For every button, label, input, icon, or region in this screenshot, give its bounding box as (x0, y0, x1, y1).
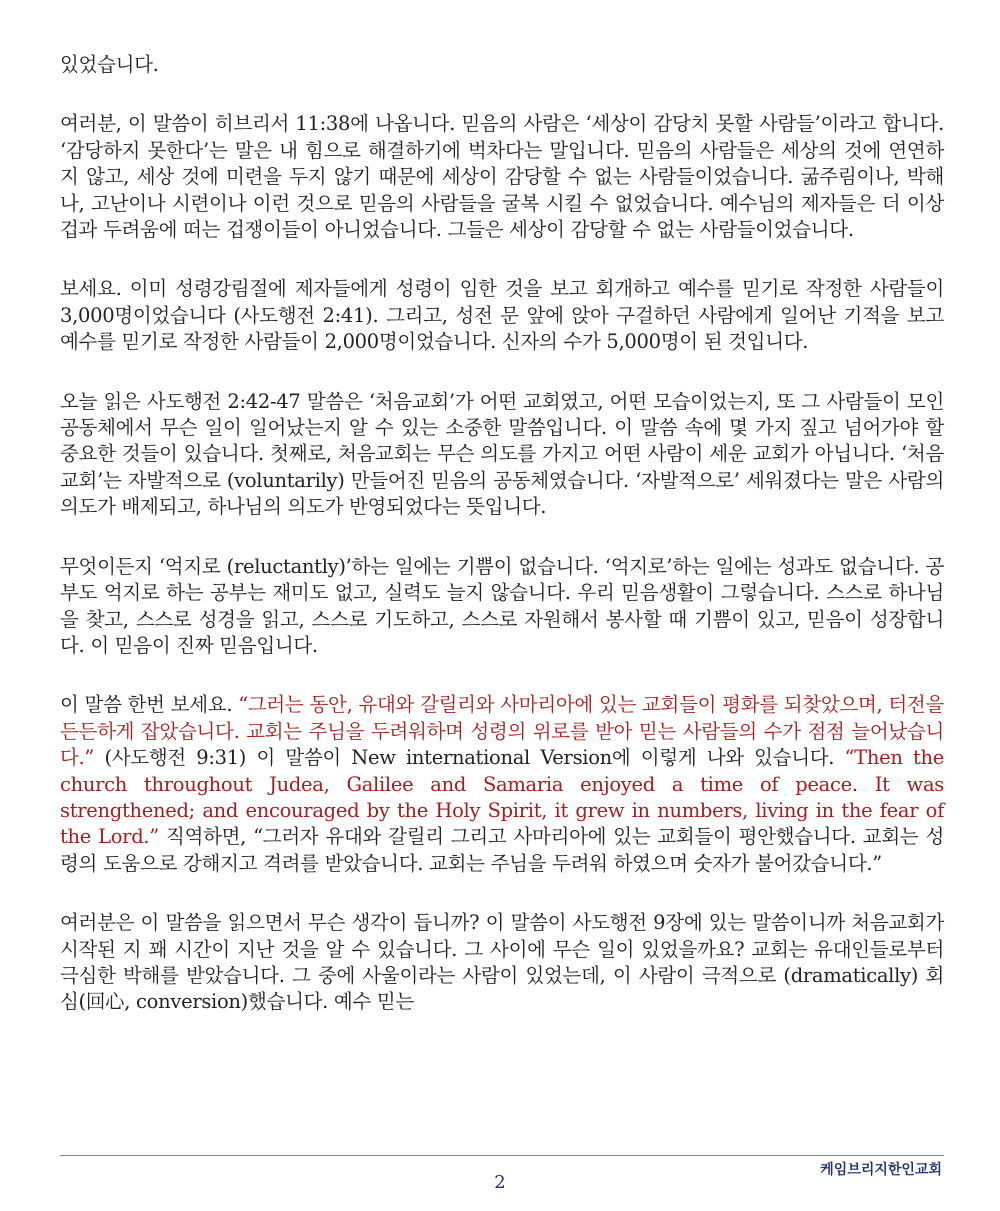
text-run: 여러분은 이 말씀을 읽으면서 무슨 생각이 듭니까? 이 말씀이 사도행전 9장에 있는 말씀이니까 처음교회가 시작된 지 꽤 시간이 지난 것을 알 수 있습니다. 그 사이에 무슨 일이 있었을까요? 교회는 유대인들로부터 극심한 박해를 받았습니다. 그 중에 사울이라는 사람이 있었는데, 이 사람이 극적으로 (dramatically) 회심(回心, conversion)했습니다. 예수 믿는 (60, 911, 944, 1014)
text-run: 오늘 읽은 사도행전 2:42-47 말씀은 ‘처음교회’가 어떤 교회였고, 어떤 모습이었는지, 또 그 사람들이 모인 공동체에서 무슨 일이 일어났는지 알 수 있는 소중한 말씀입니다. 이 말씀 속에 몇 가지 짚고 넘어가야 할 중요한 것들이 있습니다. 첫째로, 처음교회는 무슨 의도를 가지고 어떤 사람이 세운 교회가 아닙니다. ‘처음교회’는 자발적으로 (voluntarily) 만들어진 믿음의 공동체였습니다. ‘자발적으로’ 세워졌다는 말은 사람의 의도가 배제되고, 하나님의 의도가 반영되었다는 뜻입니다. (60, 389, 944, 519)
paragraph (60, 389, 944, 521)
paragraph (60, 692, 944, 877)
paragraph (60, 910, 944, 1016)
text-run: 무엇이든지 ‘억지로 (reluctantly)’하는 일에는 기쁨이 없습니다. ‘억지로’하는 일에는 성과도 없습니다. 공부도 억지로 하는 공부는 재미도 없고, 실력도 늘지 않습니다. 우리 믿음생활이 그렇습니다. 스스로 하나님을 찾고, 스스로 성경을 읽고, 스스로 기도하고, 스스로 자원해서 봉사할 때 기쁨이 있고, 믿음이 성장합니다. 이 믿음이 진짜 믿음입니다. (60, 554, 944, 657)
text-run: 보세요. 이미 성령강림절에 제자들에게 성령이 임한 것을 보고 회개하고 예수를 믿기로 작정한 사람들이 3,000명이었습니다 (사도행전 2:41). 그리고, 성전 문 앞에 앉아 구걸하던 사람에게 일어난 기적을 보고 예수를 믿기로 작정한 사람들이 2,000명이었습니다. 신자의 수가 5,000명이 된 것입니다. (60, 277, 944, 354)
paragraph (60, 52, 944, 78)
text-run: 이 말씀 한번 보세요. (60, 693, 239, 717)
paragraph (60, 111, 944, 243)
scripture-quote-korean: “그러는 동안, 유대와 갈릴리와 사마리아에 있는 교회들이 평화를 되찾았으며, 터전을 든든하게 잡았습니다. 교회는 주님을 두려워하며 성령의 위로를 받아 믿는 사람들의 수가 점점 늘어났습니다.” (60, 693, 944, 770)
paragraph (60, 554, 944, 660)
footer-rule (60, 1155, 944, 1156)
document-body (60, 52, 944, 1049)
text-run: 여러분, 이 말씀이 히브리서 11:38에 나옵니다. 믿음의 사람은 ‘세상이 감당치 못할 사람들’이라고 합니다. ‘감당하지 못한다’는 말은 내 힘으로 해결하기에 벅차다는 말입니다. 믿음의 사람들은 세상의 것에 연연하지 않고, 세상 것에 미련을 두지 않기 때문에 세상이 감당할 수 없는 사람들이었습니다. 굶주림이나, 박해나, 고난이나 시련이나 이런 것으로 믿음의 사람들을 굴복 시킬 수 없었습니다. 예수님의 제자들은 더 이상 겁과 두려움에 떠는 겁쟁이들이 아니었습니다. 그들은 세상이 감당할 수 없는 사람들이었습니다. (60, 112, 944, 242)
text-run: 있었습니다. (60, 53, 159, 76)
page-number: 2 (494, 1172, 506, 1193)
text-run: (사도행전 9:31) 이 말씀이 New international Version에 이렇게 나와 있습니다. (94, 746, 845, 770)
church-name: 케임브리지한인교회 (820, 1162, 942, 1178)
text-run: 직역하면, “그러자 유대와 갈릴리 그리고 사마리아에 있는 교회들이 평안했습니다. 교회는 성령의 도움으로 강해지고 격려를 받았습니다. 교회는 주님을 두려워 하였으며 숫자가 불어갔습니다.” (60, 825, 944, 875)
scripture-quote-english: “Then the church throughout Judea, Galilee and Samaria enjoyed a time of peace. It was strengthened; and encouraged by the Holy Spirit, it grew in numbers, living in the fear of the Lord.” (60, 746, 944, 849)
paragraph (60, 276, 944, 355)
